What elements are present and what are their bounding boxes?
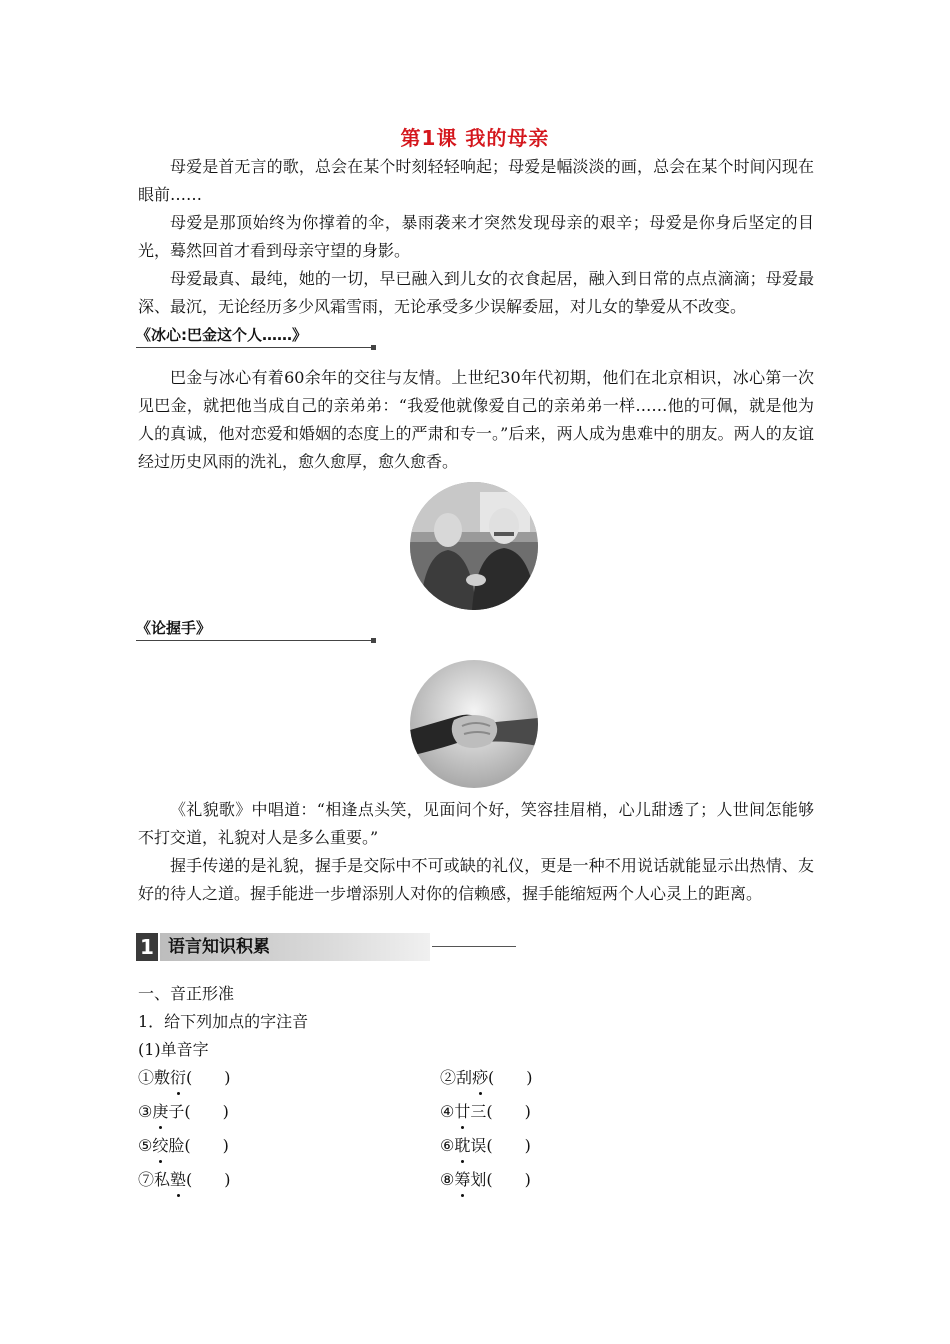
item-number: ⑥ xyxy=(440,1136,455,1155)
section-heading-rule xyxy=(136,347,372,348)
bingxin-bajin-photo-image xyxy=(410,482,538,610)
item-answer-blank[interactable]: ( ) xyxy=(486,1136,531,1155)
item-dotted-char: 庚 xyxy=(152,1102,169,1121)
item-dotted-char: 耽 xyxy=(454,1136,471,1155)
item-dotted-char: 衍 xyxy=(170,1068,187,1087)
handshake-photo-image xyxy=(410,660,538,788)
item-char: 刮 xyxy=(456,1068,473,1087)
section-heading-handshake xyxy=(136,617,376,641)
item-number: ① xyxy=(138,1068,155,1087)
section-banner xyxy=(136,933,516,961)
item-answer-blank[interactable]: ( ) xyxy=(488,1068,533,1087)
intro-paragraph-2: 母爱是那顶始终为你撑着的伞，暴雨袭来才突然发现母亲的艰辛；母爱是你身后坚定的目光，蓦然回首才看到母亲守望的身影。 xyxy=(138,213,814,260)
item-answer-blank[interactable]: ( ) xyxy=(186,1170,231,1189)
item-char: 三 xyxy=(470,1102,487,1121)
banner-number: 1 xyxy=(136,933,158,961)
exercise-item-5 xyxy=(138,1135,229,1157)
exercise-subheading: (1)单音字 xyxy=(138,1040,209,1059)
exercise-part-title: 一、音正形准 xyxy=(138,984,235,1003)
item-number: ⑤ xyxy=(138,1136,153,1155)
item-number: ④ xyxy=(440,1102,455,1121)
item-char: 子 xyxy=(168,1102,185,1121)
exercise-item-6 xyxy=(440,1135,531,1157)
item-dotted-char: 廿 xyxy=(454,1102,471,1121)
item-answer-blank[interactable]: ( ) xyxy=(486,1102,531,1121)
item-char: 敷 xyxy=(154,1068,171,1087)
exercise-item-4 xyxy=(440,1101,531,1123)
banner-title: 语言知识积累 xyxy=(160,933,430,961)
item-char: 划 xyxy=(470,1170,487,1189)
section-heading-rule xyxy=(136,640,372,641)
item-char: 脸 xyxy=(168,1136,185,1155)
section-heading-bingxin xyxy=(136,324,376,348)
item-char: 误 xyxy=(470,1136,487,1155)
item-answer-blank[interactable]: ( ) xyxy=(184,1102,229,1121)
exercise-item-8 xyxy=(440,1169,531,1191)
section-heading-label: 《冰心:巴金这个人……》 xyxy=(136,326,307,344)
item-dotted-char: 筹 xyxy=(454,1170,471,1189)
section-heading-label: 《论握手》 xyxy=(136,619,212,637)
section-heading-dot xyxy=(371,345,376,350)
item-dotted-char: 痧 xyxy=(472,1068,489,1087)
item-dotted-char: 绞 xyxy=(152,1136,169,1155)
item-answer-blank[interactable]: ( ) xyxy=(184,1136,229,1155)
exercise-question: 1．给下列加点的字注音 xyxy=(138,1012,309,1031)
bingxin-bajin-paragraph: 巴金与冰心有着60余年的交往与友情。上世纪30年代初期，他们在北京相识，冰心第一次见巴金，就把他当成自己的亲弟弟：“我爱他就像爱自己的亲弟弟一样……他的可佩，就是他为人的真诚，他对恋爱和婚姻的态度上的严肃和专一。”后来，两人成为患难中的朋友。两人的友谊经过历史风雨的洗礼，愈久愈厚，愈久愈香。 xyxy=(138,368,814,471)
section-heading-dot xyxy=(371,638,376,643)
item-answer-blank[interactable]: ( ) xyxy=(486,1170,531,1189)
item-number: ③ xyxy=(138,1102,153,1121)
intro-paragraph-1: 母爱是首无言的歌，总会在某个时刻轻轻响起；母爱是幅淡淡的画，总会在某个时间闪现在眼前…… xyxy=(138,157,814,204)
item-answer-blank[interactable]: ( ) xyxy=(186,1068,231,1087)
exercise-item-1 xyxy=(138,1067,231,1089)
exercise-item-2 xyxy=(440,1067,533,1089)
exercise-item-7 xyxy=(138,1169,231,1191)
exercise-item-3 xyxy=(138,1101,229,1123)
item-number: ⑧ xyxy=(440,1170,455,1189)
handshake-paragraph-1: 《礼貌歌》中唱道：“相逢点头笑，见面问个好，笑容挂眉梢，心儿甜透了；人世间怎能够不打交道，礼貌对人是多么重要。” xyxy=(138,800,814,847)
intro-paragraph-3: 母爱最真、最纯，她的一切，早已融入到儿女的衣食起居，融入到日常的点点滴滴；母爱最深、最沉，无论经历多少风霜雪雨，无论承受多少误解委屈，对儿女的挚爱从不改变。 xyxy=(138,269,814,316)
item-char: 私 xyxy=(154,1170,171,1189)
item-dotted-char: 塾 xyxy=(170,1170,187,1189)
handshake-photo xyxy=(410,660,538,788)
lesson-title: 第1课 我的母亲 xyxy=(400,126,550,150)
item-number: ② xyxy=(440,1068,457,1087)
banner-rule xyxy=(432,946,516,947)
item-number: ⑦ xyxy=(138,1170,155,1189)
bingxin-bajin-photo xyxy=(410,482,538,610)
handshake-paragraph-2: 握手传递的是礼貌，握手是交际中不可或缺的礼仪，更是一种不用说话就能显示出热情、友好的待人之道。握手能进一步增添别人对你的信赖感，握手能缩短两个人心灵上的距离。 xyxy=(138,856,814,903)
